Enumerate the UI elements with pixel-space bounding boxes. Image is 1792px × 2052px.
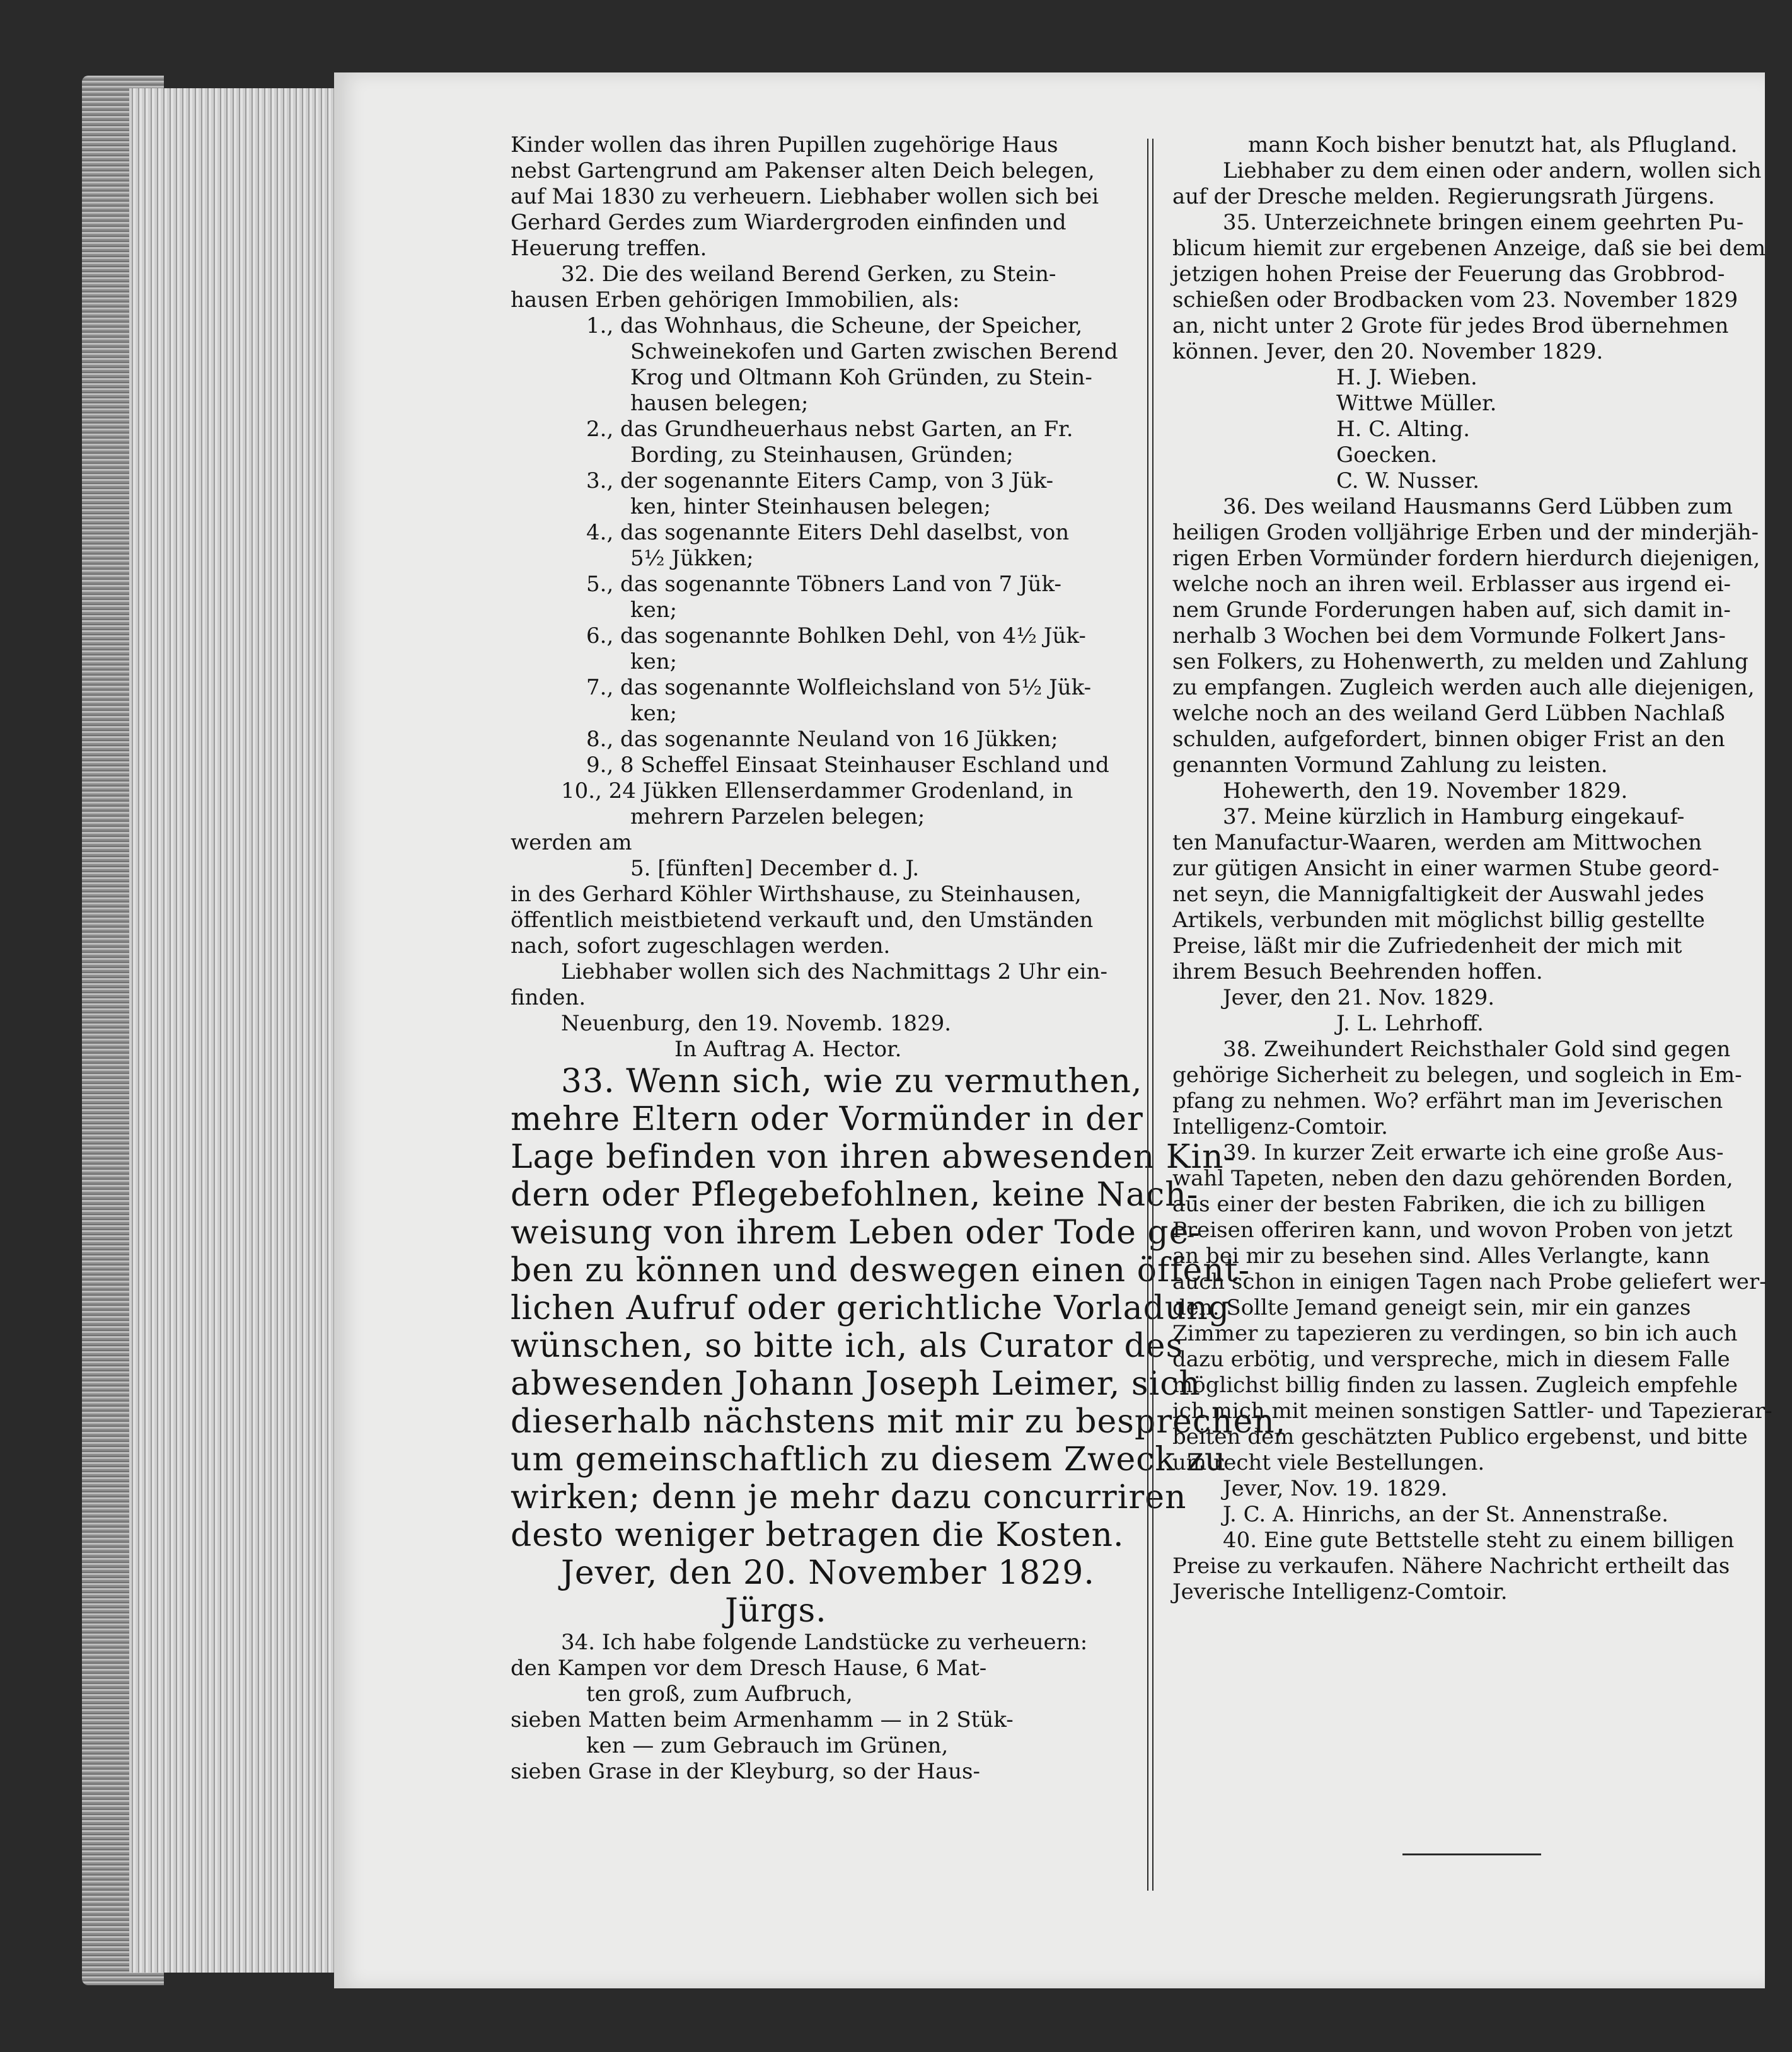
text-line: Liebhaber wollen sich des Nachmittags 2 Uhr ein-: [561, 959, 1107, 984]
notice-38-heading: 38. Zweihundert Reichsthaler Gold sind gegen: [1223, 1037, 1731, 1062]
text-line: an bei mir zu besehen sind. Alles Verlangte, kann: [1172, 1243, 1710, 1269]
text-line: Intelligenz-Comtoir.: [1172, 1114, 1388, 1139]
text-line: ten Manufactur-Waaren, werden am Mittwochen: [1172, 830, 1702, 855]
text-line: genannten Vormund Zahlung zu leisten.: [1172, 752, 1608, 778]
text-line: abwesenden Johann Joseph Leimer, sich: [511, 1365, 1201, 1403]
text-line: welche noch an des weiland Gerd Lübben Nachlaß: [1172, 701, 1725, 726]
text-line: hausen Erben gehörigen Immobilien, als:: [511, 287, 960, 313]
page-stack: [129, 88, 337, 1973]
text-line: Liebhaber zu dem einen oder andern, wollen sich: [1223, 158, 1762, 183]
text-line: den. Sollte Jemand geneigt sein, mir ein ganzes: [1172, 1295, 1691, 1320]
text-line: pfang zu nehmen. Wo? erfährt man im Jeverischen: [1172, 1088, 1723, 1114]
text-line: werden am: [511, 830, 632, 855]
text-line: zu empfangen. Zugleich werden auch alle diejenigen,: [1172, 675, 1755, 700]
text-line: Preise zu verkaufen. Nähere Nachricht ertheilt das: [1172, 1553, 1730, 1579]
text-line: mehrern Parzelen belegen;: [630, 804, 925, 829]
place-date: Jever, den 20. November 1829.: [561, 1554, 1095, 1592]
text-line: lichen Aufruf oder gerichtliche Vorladung: [511, 1289, 1230, 1327]
notice-33-heading: 33. Wenn sich, wie zu vermuthen,: [561, 1063, 1143, 1100]
text-line: rigen Erben Vormünder fordern hierdurch diejenigen,: [1172, 546, 1760, 571]
text-line: auf der Dresche melden. Regierungsrath Jürgens.: [1172, 184, 1715, 209]
text-line: den Kampen vor dem Dresch Hause, 6 Mat-: [511, 1656, 987, 1681]
signature: Goecken.: [1336, 442, 1438, 468]
text-line: nem Grunde Forderungen haben auf, sich damit in-: [1172, 597, 1731, 623]
text-line: weisung von ihrem Leben oder Tode ge-: [511, 1214, 1201, 1252]
text-line: um gemeinschaftlich zu diesem Zweck zu: [511, 1441, 1227, 1478]
text-line: Bording, zu Steinhausen, Gründen;: [630, 442, 1014, 468]
text-line: gehörige Sicherheit zu belegen, und sogleich in Em-: [1172, 1063, 1742, 1088]
text-line: dazu erbötig, und verspreche, mich in diesem Falle: [1172, 1347, 1730, 1372]
notice-40-heading: 40. Eine gute Bettstelle steht zu einem billigen: [1223, 1528, 1735, 1553]
list-item: 3., der sogenannte Eiters Camp, von 3 Jük-: [586, 468, 1054, 493]
text-line: ken;: [630, 649, 678, 674]
text-line: jetzigen hohen Preise der Feuerung das Grobbrod-: [1172, 262, 1725, 287]
signature: Jürgs.: [725, 1592, 827, 1630]
text-line: sieben Matten beim Armenhamm — in 2 Stük-: [511, 1707, 1014, 1732]
text-line: ten groß, zum Aufbruch,: [586, 1681, 853, 1707]
list-item: 5., das sogenannte Töbners Land von 7 Jük-: [586, 572, 1061, 597]
text-line: sen Folkers, zu Hohenwerth, zu melden und Zahlung: [1172, 649, 1749, 674]
place-date: Jever, den 21. Nov. 1829.: [1223, 985, 1495, 1010]
text-line: zur gütigen Ansicht in einer warmen Stube geord-: [1172, 856, 1720, 881]
text-line: hausen belegen;: [630, 391, 809, 416]
text-line: wirken; denn je mehr dazu concurriren: [511, 1478, 1187, 1516]
text-line: nebst Gartengrund am Pakenser alten Deich belegen,: [511, 158, 1095, 183]
list-item: 10., 24 Jükken Ellenserdammer Grodenland, in: [561, 778, 1073, 804]
text-line: ihrem Besuch Beehrenden hoffen.: [1172, 959, 1543, 984]
text-line: Kinder wollen das ihren Pupillen zugehörige Haus: [511, 132, 1058, 158]
notice-32-heading: 32. Die des weiland Berend Gerken, zu Stein-: [561, 262, 1056, 287]
text-line: Zimmer zu tapezieren zu verdingen, so bin ich auch: [1172, 1321, 1738, 1346]
text-line: Jeverische Intelligenz-Comtoir.: [1172, 1579, 1508, 1605]
text-line: wünschen, so bitte ich, als Curator des: [511, 1327, 1184, 1365]
text-line: nach, sofort zugeschlagen werden.: [511, 933, 891, 959]
text-line: heiligen Groden volljährige Erben und der minderjäh-: [1172, 520, 1759, 545]
signature: J. C. A. Hinrichs, an der St. Annenstraße.: [1223, 1502, 1668, 1527]
place-date: Neuenburg, den 19. Novemb. 1829.: [561, 1011, 952, 1036]
end-rule: [1402, 1853, 1541, 1855]
notice-35-heading: 35. Unterzeichnete bringen einem geehrten Pu-: [1223, 210, 1744, 235]
place-date: Hohewerth, den 19. November 1829.: [1223, 778, 1628, 804]
text-line: an, nicht unter 2 Grote für jedes Brod übernehmen: [1172, 313, 1729, 338]
text-line: auch schon in einigen Tagen nach Probe geliefert wer-: [1172, 1269, 1767, 1294]
list-item: 4., das sogenannte Eiters Dehl daselbst, von: [586, 520, 1070, 545]
text-line: 5½ Jükken;: [630, 546, 754, 571]
text-line: Heuerung treffen.: [511, 236, 707, 261]
text-line: ben zu können und deswegen einen öffent-: [511, 1252, 1251, 1289]
list-item: 7., das sogenannte Wolfleichsland von 5½ Jük-: [586, 675, 1092, 700]
text-line: ken;: [630, 597, 678, 623]
text-line: desto weniger betragen die Kosten.: [511, 1516, 1124, 1554]
text-line: dieserhalb nächstens mit mir zu besprechen,: [511, 1403, 1286, 1441]
signature: H. C. Alting.: [1336, 417, 1471, 442]
text-line: mann Koch bisher benutzt hat, als Pflugland.: [1248, 132, 1738, 158]
text-line: möglichst billig finden zu lassen. Zugleich empfehle: [1172, 1373, 1738, 1398]
text-line: mehre Eltern oder Vormünder in der: [511, 1100, 1143, 1138]
text-line: Lage befinden von ihren abwesenden Kin-: [511, 1138, 1236, 1176]
text-line: schulden, aufgefordert, binnen obiger Frist an den: [1172, 727, 1725, 752]
text-line: welche noch an ihren weil. Erblasser aus irgend ei-: [1172, 572, 1731, 597]
text-line: können. Jever, den 20. November 1829.: [1172, 339, 1604, 364]
text-line: ken, hinter Steinhausen belegen;: [630, 494, 991, 519]
text-line: sieben Grase in der Kleyburg, so der Haus-: [511, 1759, 980, 1784]
newspaper-page: [334, 72, 1772, 1988]
text-line: wahl Tapeten, neben den dazu gehörenden Borden,: [1172, 1166, 1733, 1191]
signature: J. L. Lehrhoff.: [1336, 1011, 1484, 1036]
notice-37-heading: 37. Meine kürzlich in Hamburg eingekauf-: [1223, 804, 1685, 829]
text-line: finden.: [511, 985, 586, 1010]
text-line: nerhalb 3 Wochen bei dem Vormunde Folkert Jans-: [1172, 623, 1726, 648]
place-date: Jever, Nov. 19. 1829.: [1223, 1476, 1448, 1501]
notice-39-heading: 39. In kurzer Zeit erwarte ich eine große Aus-: [1223, 1140, 1724, 1165]
auction-date: 5. [fünften] December d. J.: [630, 856, 920, 881]
text-line: Preise, läßt mir die Zufriedenheit der mich mit: [1172, 933, 1682, 959]
text-line: aus einer der besten Fabriken, die ich zu billigen: [1172, 1192, 1706, 1217]
text-line: dern oder Pflegebefohlnen, keine Nach-: [511, 1176, 1199, 1214]
signature: Wittwe Müller.: [1336, 391, 1497, 416]
list-item: 8., das sogenannte Neuland von 16 Jükken;: [586, 727, 1058, 752]
signature: C. W. Nusser.: [1336, 468, 1480, 493]
signature: In Auftrag A. Hector.: [674, 1037, 902, 1062]
list-item: 1., das Wohnhaus, die Scheune, der Speicher,: [586, 313, 1083, 338]
text-line: Preisen offeriren kann, und wovon Proben von jetzt: [1172, 1218, 1733, 1243]
text-line: net seyn, die Mannigfaltigkeit der Auswahl jedes: [1172, 882, 1704, 907]
signature: H. J. Wieben.: [1336, 365, 1477, 390]
text-line: schießen oder Brodbacken vom 23. November 1829: [1172, 287, 1738, 313]
list-item: 9., 8 Scheffel Einsaat Steinhauser Eschland und: [586, 752, 1109, 778]
text-line: in des Gerhard Köhler Wirthshause, zu Steinhausen,: [511, 882, 1082, 907]
text-line: beiten dem geschätzten Publico ergebenst, und bitte: [1172, 1424, 1748, 1450]
list-item: 2., das Grundheuerhaus nebst Garten, an Fr.: [586, 417, 1073, 442]
text-line: blicum hiemit zur ergebenen Anzeige, daß sie bei dem: [1172, 236, 1766, 261]
text-line: Artikels, verbunden mit möglichst billig gestellte: [1172, 908, 1705, 933]
notice-36-heading: 36. Des weiland Hausmanns Gerd Lübben zum: [1223, 494, 1733, 519]
text-line: Krog und Oltmann Koh Gründen, zu Stein-: [630, 365, 1092, 390]
column-rule: [1147, 139, 1153, 1891]
right-column: [1172, 132, 1792, 1605]
text-line: ich mich mit meinen sonstigen Sattler- und Tapezierar-: [1172, 1398, 1772, 1424]
text-line: Schweinekofen und Garten zwischen Berend: [630, 339, 1118, 364]
text-line: auf Mai 1830 zu verheuern. Liebhaber wollen sich bei: [511, 184, 1099, 209]
notice-34-heading: 34. Ich habe folgende Landstücke zu verheuern:: [561, 1630, 1088, 1655]
text-line: ken;: [630, 701, 678, 726]
text-line: ken — zum Gebrauch im Grünen,: [586, 1733, 949, 1758]
text-line: um recht viele Bestellungen.: [1172, 1450, 1485, 1475]
text-line: Gerhard Gerdes zum Wiardergroden einfinden und: [511, 210, 1067, 235]
list-item: 6., das sogenannte Bohlken Dehl, von 4½ Jük-: [586, 623, 1086, 648]
text-line: öffentlich meistbietend verkauft und, den Umständen: [511, 908, 1094, 933]
